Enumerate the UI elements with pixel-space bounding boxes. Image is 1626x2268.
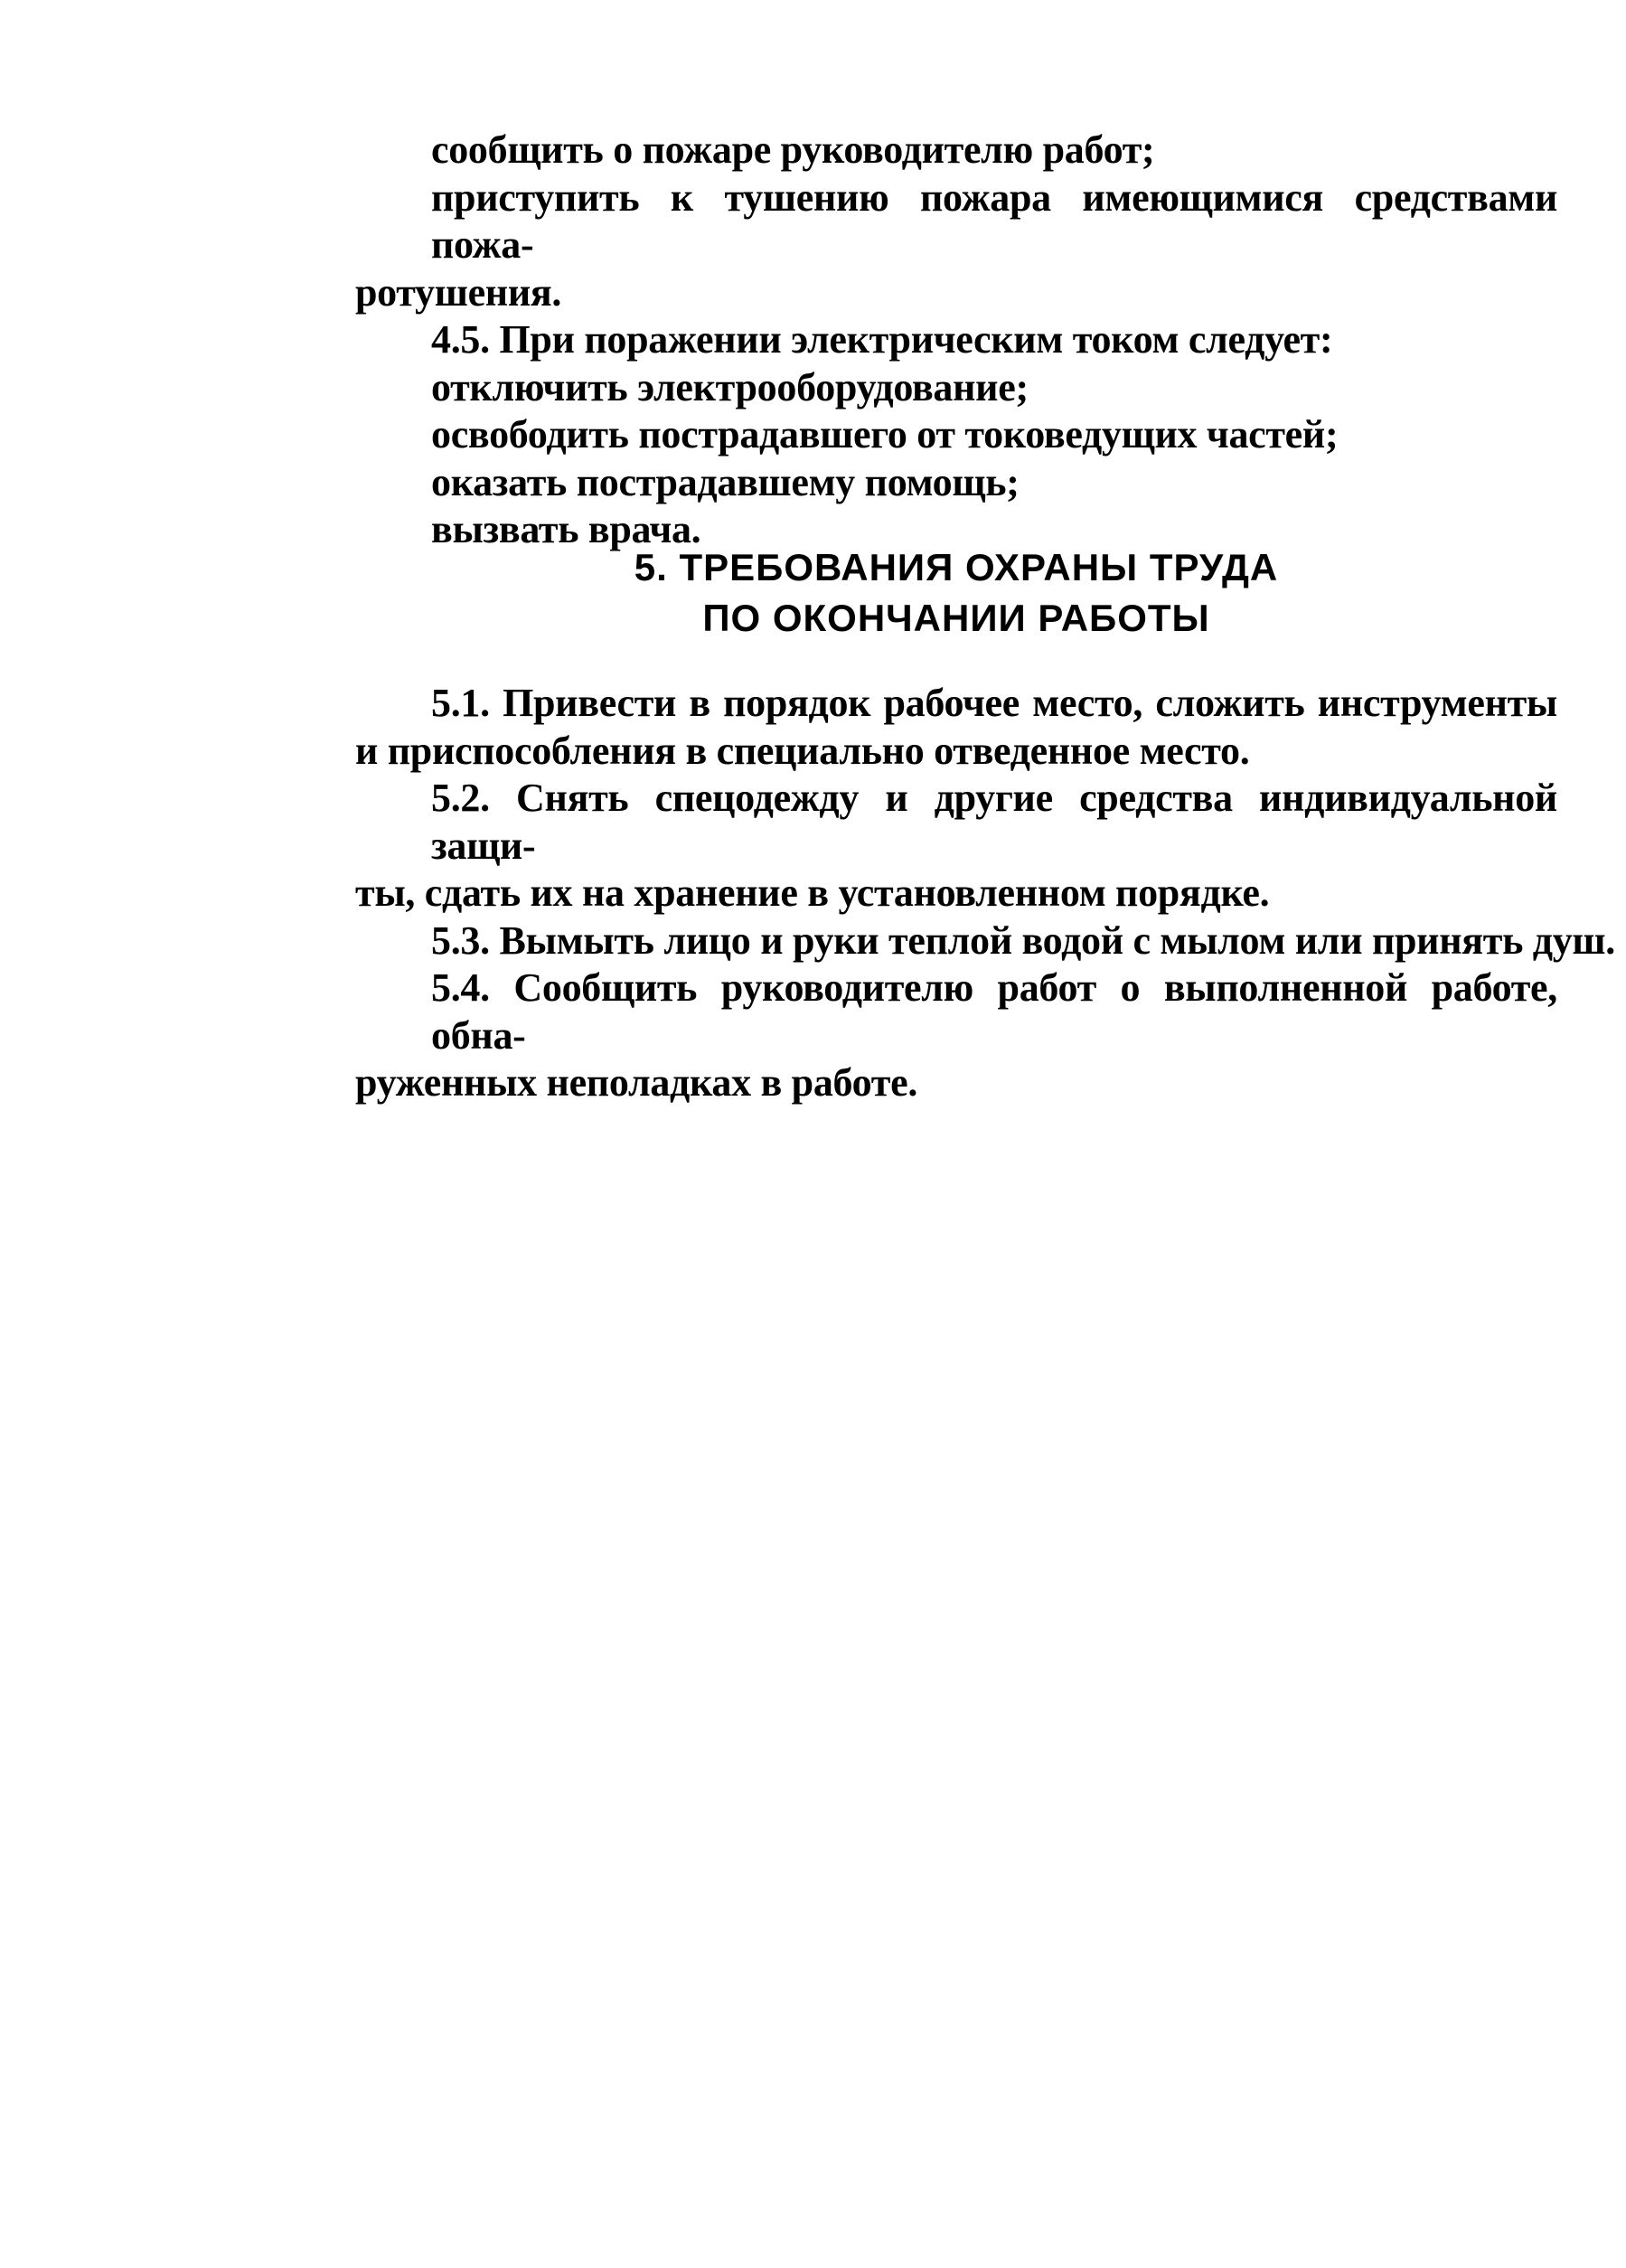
paragraph-text: Снять спецодежду и другие средства индивидуальной защи- [431, 776, 1557, 868]
paragraph-text: Привести в порядок рабочее место, сложить инструменты [489, 681, 1557, 725]
list-item: приступить к тушению пожара имеющимися средствами пожа- [431, 174, 1557, 267]
paragraph-text: При поражении электрическим током следует: [489, 317, 1333, 362]
item-number: 5.2. [431, 776, 490, 820]
paragraph-text: Вымыть лицо и руки теплой водой с мылом или принять душ. [489, 918, 1615, 963]
section-5-heading [355, 542, 1557, 644]
heading-line: 5. ТРЕБОВАНИЯ ОХРАНЫ ТРУДА [634, 546, 1279, 588]
list-item: освободить пострадавшего от токоведущих частей; [431, 412, 1339, 456]
list-item-continuation: ротушения. [355, 269, 562, 315]
item-number: 4.5. [431, 317, 490, 362]
item-number: 5.3. [431, 918, 490, 963]
item-number: 5.1. [431, 681, 490, 725]
section-4-continuation [355, 127, 1557, 554]
section-5-body [355, 680, 1615, 1107]
paragraph-5-2 [355, 775, 1557, 870]
paragraph-5-3 [355, 918, 1615, 965]
paragraph-text: Сообщить руководителю работ о выполненной работе, обна- [431, 965, 1557, 1058]
list-item: сообщить о пожаре руководителю работ; [431, 127, 1155, 172]
paragraph-5-4 [355, 965, 1557, 1059]
paragraph-continuation: руженных неполадках в работе. [355, 1060, 918, 1105]
paragraph-5-1 [355, 680, 1557, 728]
list-item: отключить электрооборудование; [431, 364, 1029, 409]
item-number: 5.4. [431, 965, 490, 1010]
list-item: оказать пострадавшему помощь; [431, 459, 1020, 504]
paragraph-4-5 [355, 316, 1557, 364]
paragraph-continuation: ты, сдать их на хранение в установленном порядке. [355, 870, 1270, 915]
list-item: вызвать врача. [431, 507, 701, 551]
paragraph-continuation: и приспособления в специально отведенное место. [355, 728, 1250, 773]
heading-line: ПО ОКОНЧАНИИ РАБОТЫ [702, 597, 1210, 639]
